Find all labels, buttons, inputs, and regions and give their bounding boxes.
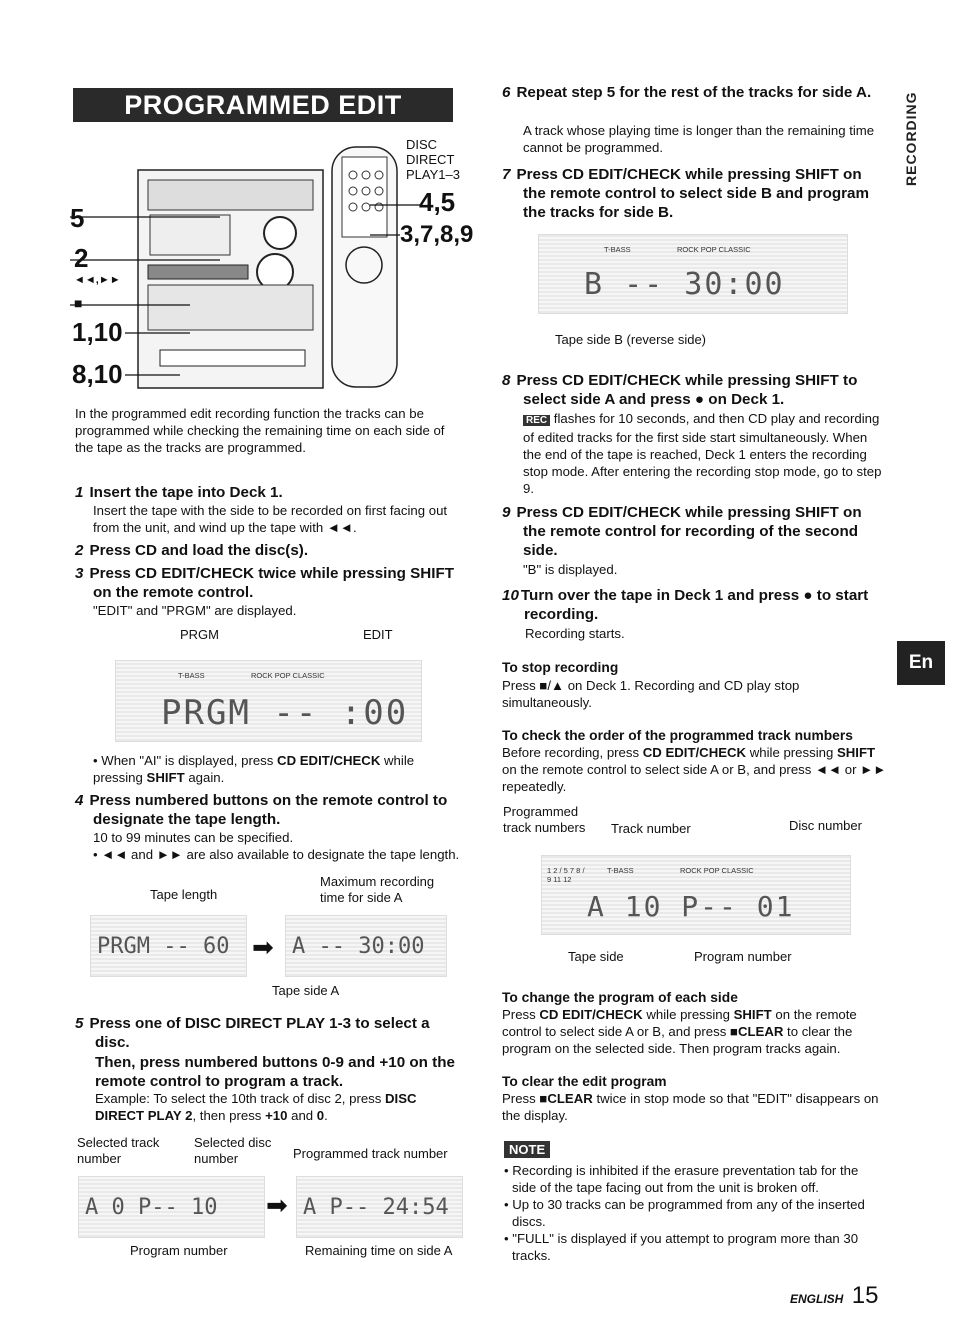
label-selected-disc: Selected disc number bbox=[194, 1135, 272, 1166]
lcd-display-check-order: 1 2 / 5 7 8 / 9 11 12 T-BASS ROCK POP CLASSIC A 10 P-- 01 bbox=[541, 855, 851, 935]
step-8-title: 8 Press CD EDIT/CHECK while pressing SHIFT to select side A and press ● on Deck 1. bbox=[502, 372, 858, 408]
step-6-title: 6 Repeat step 5 for the rest of the tracks for side A. bbox=[502, 84, 872, 101]
lcd-display-remaining-time: A P-- 24:54 bbox=[296, 1176, 463, 1238]
label-track-number: Track number bbox=[611, 821, 691, 836]
step-7-title: 7 Press CD EDIT/CHECK while pressing SHIFT on the remote control to select side B and program the tracks for side B. bbox=[502, 166, 870, 221]
step-1-body: Insert the tape with the side to be recorded on first facing out from the unit, and wind up the tape with ◄◄. bbox=[93, 503, 448, 535]
callout-4-5: 4,5 bbox=[419, 187, 456, 217]
label-disc-number: Disc number bbox=[789, 818, 862, 833]
intro-paragraph: In the programmed edit recording function the tracks can be programmed while checking the remaining time on each side of the tape as the tracks are programmed. bbox=[75, 406, 445, 455]
caption-program-number: Program number bbox=[130, 1243, 228, 1258]
lcd-display-side-b: T-BASS ROCK POP CLASSIC B -- 30:00 bbox=[538, 234, 848, 314]
callout-stop: ■ bbox=[74, 295, 83, 311]
callout-rewind-ff: ◄◄,►► bbox=[74, 274, 121, 286]
caption-tape-side: Tape side bbox=[568, 949, 624, 964]
lcd-display-selected-track: A 0 P-- 10 bbox=[78, 1176, 265, 1238]
arrow-right-icon: ➡ bbox=[252, 932, 274, 962]
language-tab: En bbox=[897, 641, 945, 685]
callout-1-10: 1,10 bbox=[72, 317, 123, 347]
step-5-title: 5 Press one of DISC DIRECT PLAY 1-3 to select a disc. bbox=[75, 1015, 430, 1051]
step-9-body: "B" is displayed. bbox=[523, 562, 618, 577]
callout-5: 5 bbox=[70, 203, 85, 233]
check-order-body: Before recording, press CD EDIT/CHECK while pressing SHIFT on the remote control to select side A or B, and press ◄◄ or ►► repeatedly. bbox=[502, 745, 887, 794]
step-6-body: A track whose playing time is longer than the remaining time cannot be programmed. bbox=[523, 123, 875, 155]
step-10-title: 10 Turn over the tape in Deck 1 and press ● to start recording. bbox=[502, 587, 869, 623]
step-5-title-2: Then, press numbered buttons 0-9 and +10 on the remote control to program a track. bbox=[95, 1054, 455, 1090]
step-4-title: 4 Press numbered buttons on the remote control to designate the tape length. bbox=[75, 792, 448, 828]
label-selected-track: Selected track number bbox=[77, 1135, 160, 1166]
callout-2: 2 bbox=[74, 243, 89, 273]
label-prgm: PRGM bbox=[180, 627, 219, 642]
section-vertical-label: RECORDING bbox=[903, 91, 919, 187]
stop-recording-body: Press ■/▲ on Deck 1. Recording and CD play stop simultaneously. bbox=[502, 678, 800, 710]
lcd-display-max-recording: A -- 30:00 bbox=[285, 915, 447, 977]
page-footer bbox=[790, 1282, 879, 1310]
step-1-title: 1 Insert the tape into Deck 1. bbox=[75, 484, 283, 501]
step-4-bullet: • ◄◄ and ►► are also available to designate the tape length. bbox=[93, 847, 460, 862]
arrow-right-icon-2: ➡ bbox=[266, 1190, 288, 1220]
note-item: • "FULL" is displayed if you attempt to program more than 30 tracks. bbox=[504, 1231, 859, 1263]
caption-tape-side-b: Tape side B (reverse side) bbox=[555, 332, 707, 347]
step-10-body: Recording starts. bbox=[525, 626, 625, 641]
caption-tape-side-a: Tape side A bbox=[272, 983, 340, 998]
label-edit: EDIT bbox=[363, 627, 393, 642]
lcd-display-tape-length: PRGM -- 60 bbox=[90, 915, 247, 977]
clear-edit-title: To clear the edit program bbox=[502, 1074, 667, 1089]
note-list bbox=[504, 1162, 886, 1264]
step-4-body: 10 to 99 minutes can be specified. bbox=[93, 830, 294, 845]
step-3-note: • When "AI" is displayed, press CD EDIT/CHECK while pressing SHIFT again. bbox=[93, 753, 415, 785]
clear-edit-body: Press ■CLEAR twice in stop mode so that "EDIT" disappears on the display. bbox=[502, 1091, 879, 1123]
step-3-body: "EDIT" and "PRGM" are displayed. bbox=[93, 603, 297, 618]
caption-remaining-time: Remaining time on side A bbox=[305, 1243, 453, 1258]
caption-program-number-2: Program number bbox=[694, 949, 792, 964]
step-5-example: Example: To select the 10th track of disc 2, press DISC DIRECT PLAY 2, then press +10 and 0. bbox=[95, 1091, 417, 1123]
stop-recording-title: To stop recording bbox=[502, 660, 619, 675]
callout-8-10: 8,10 bbox=[72, 359, 123, 389]
change-program-body: Press CD EDIT/CHECK while pressing SHIFT on the remote control to select side A or B, and press ■CLEAR to clear the program on the selected side. Then program tracks again. bbox=[502, 1007, 857, 1056]
disc-direct-label: DISC DIRECT PLAY1–3 bbox=[406, 137, 460, 182]
step-9-title: 9 Press CD EDIT/CHECK while pressing SHIFT on the remote control for recording of the second side. bbox=[502, 504, 862, 559]
label-max-recording: Maximum recording time for side A bbox=[320, 874, 435, 905]
page-title: PROGRAMMED EDIT RECORDING bbox=[73, 88, 453, 122]
rec-badge: REC bbox=[523, 415, 550, 426]
change-program-title: To change the program of each side bbox=[502, 990, 738, 1005]
note-item: • Recording is inhibited if the erasure preventation tab for the side of the tape facing out from the unit is broken off. bbox=[504, 1163, 859, 1195]
label-tape-length: Tape length bbox=[150, 887, 218, 902]
step-8-body: REC flashes for 10 seconds, and then CD play and recording of edited tracks for the first side start simultaneously. When the end of the tape is reached, Deck 1 enters the recording stop mode. After entering the recording stop mode, go to step 9. bbox=[523, 411, 882, 496]
check-order-title: To check the order of the programmed track numbers bbox=[502, 728, 853, 743]
note-item: • Up to 30 tracks can be programmed from any of the inserted discs. bbox=[504, 1197, 865, 1229]
label-programmed-track-numbers: Programmed track numbers bbox=[503, 804, 586, 835]
footer-language: ENGLISH bbox=[790, 1292, 844, 1306]
label-programmed-track: Programmed track number bbox=[293, 1146, 448, 1161]
callout-3-7-8-9: 3,7,8,9 bbox=[400, 221, 474, 248]
page-number: 15 bbox=[851, 1282, 879, 1309]
step-2-title: 2 Press CD and load the disc(s). bbox=[75, 542, 309, 559]
note-badge: NOTE bbox=[504, 1141, 550, 1159]
lcd-display-prgm-edit: T-BASS ROCK POP CLASSIC PRGM -- :00 bbox=[115, 660, 422, 742]
step-3-title: 3 Press CD EDIT/CHECK twice while pressing SHIFT on the remote control. bbox=[75, 565, 455, 601]
unit-diagram bbox=[70, 135, 474, 390]
